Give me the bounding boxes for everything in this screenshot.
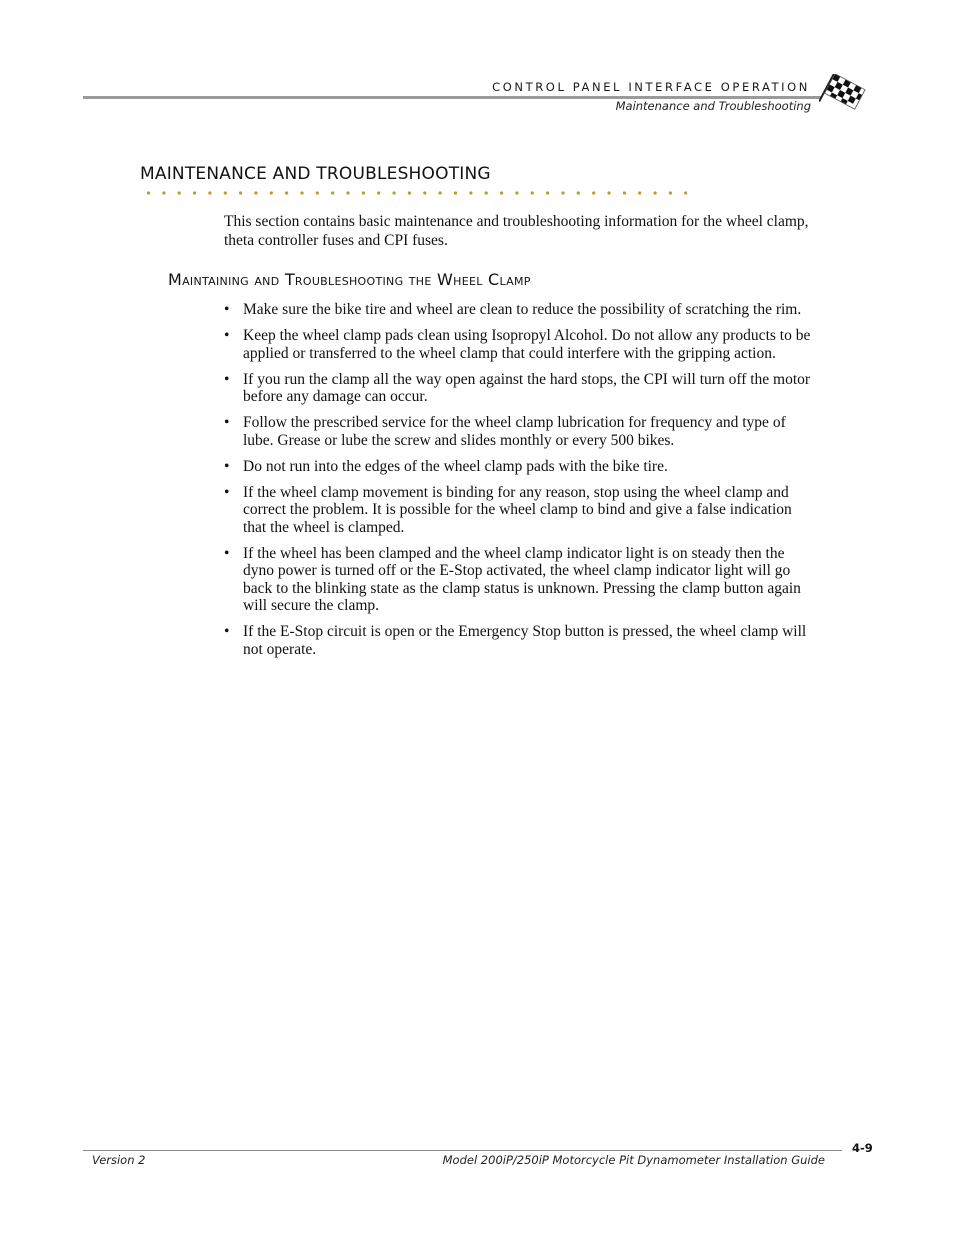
list-item-text: If the E-Stop circuit is open or the Emergency Stop button is pressed, the wheel clamp will not operate. <box>243 623 807 658</box>
leader-dot <box>515 191 518 194</box>
list-item-text: If you run the clamp all the way open against the hard stops, the CPI will turn off the motor before any damage can occur. <box>243 370 811 405</box>
leader-dot <box>300 191 303 194</box>
leader-dot <box>638 191 641 194</box>
leader-dot <box>546 191 549 194</box>
bullet-icon: • <box>224 457 230 475</box>
list-item-text: Follow the prescribed service for the wheel clamp lubrication for frequency and type of lube. Grease or lube the screw and slides monthly or every 500 bikes. <box>243 414 786 449</box>
leader-dot <box>684 191 687 194</box>
list-item <box>224 414 814 449</box>
leader-dot <box>208 191 211 194</box>
bullet-icon: • <box>224 623 230 640</box>
chapter-title: CONTROL PANEL INTERFACE OPERATION <box>492 80 810 94</box>
leader-dot <box>439 191 442 194</box>
leader-dot <box>362 191 365 194</box>
guide-title: Model 200iP/250iP Motorcycle Pit Dynamometer Installation Guide <box>442 1153 825 1167</box>
subsection-heading: Maintaining and Troubleshooting the Wheel Clamp <box>168 270 531 289</box>
leader-dot <box>592 191 595 194</box>
leader-dot <box>654 191 657 194</box>
bullet-icon: • <box>224 544 230 562</box>
leader-dot <box>669 191 672 194</box>
checkered-flag-icon <box>819 74 867 116</box>
leader-dot <box>377 191 380 194</box>
list-item <box>224 484 814 537</box>
leader-dot <box>607 191 610 194</box>
dot-leader <box>147 190 687 196</box>
leader-dot <box>224 191 227 194</box>
leader-dot <box>254 191 257 194</box>
document-version: Version 2 <box>92 1153 146 1167</box>
leader-dot <box>393 191 396 194</box>
leader-dot <box>623 191 626 194</box>
list-item-text: Keep the wheel clamp pads clean using Isopropyl Alcohol. Do not allow any products to be applied or transferred to the wheel clamp that could interfere with the gripping action. <box>243 327 811 362</box>
list-item <box>224 458 814 476</box>
leader-dot <box>178 191 181 194</box>
intro-paragraph: This section contains basic maintenance and troubleshooting information for the wheel clamp, theta controller fuses and CPI fuses. <box>224 213 809 249</box>
list-item <box>224 623 814 658</box>
leader-dot <box>285 191 288 194</box>
leader-dot <box>423 191 426 194</box>
running-section-title: Maintenance and Troubleshooting <box>615 99 811 113</box>
list-item <box>224 545 814 615</box>
bullet-icon: • <box>224 327 230 344</box>
leader-dot <box>316 191 319 194</box>
bullet-icon: • <box>224 370 230 388</box>
leader-dot <box>577 191 580 194</box>
list-item-text: If the wheel clamp movement is binding for any reason, stop using the wheel clamp and correct the problem. It is possible for the wheel clamp to bind and give a false indication that the wheel is clamped. <box>243 483 792 536</box>
leader-dot <box>500 191 503 194</box>
leader-dot <box>561 191 564 194</box>
leader-dot <box>331 191 334 194</box>
section-heading: MAINTENANCE AND TROUBLESHOOTING <box>140 164 491 184</box>
leader-dot <box>346 191 349 194</box>
leader-dot <box>162 191 165 194</box>
bullet-icon: • <box>224 301 230 318</box>
leader-dot <box>193 191 196 194</box>
bullet-icon: • <box>224 414 230 431</box>
footer-rule <box>83 1150 842 1151</box>
leader-dot <box>239 191 242 194</box>
leader-dot <box>454 191 457 194</box>
list-item <box>224 327 814 362</box>
leader-dot <box>408 191 411 194</box>
list-item-text: Do not run into the edges of the wheel clamp pads with the bike tire. <box>243 457 668 475</box>
list-item-text: Make sure the bike tire and wheel are clean to reduce the possibility of scratching the rim. <box>243 301 802 318</box>
page-number: 4-9 <box>852 1141 873 1155</box>
leader-dot <box>147 191 150 194</box>
list-item <box>224 371 814 406</box>
leader-dot <box>485 191 488 194</box>
bullet-icon: • <box>224 483 230 501</box>
list-item <box>224 301 814 319</box>
leader-dot <box>469 191 472 194</box>
bullet-list <box>224 301 814 667</box>
leader-dot <box>531 191 534 194</box>
leader-dot <box>270 191 273 194</box>
list-item-text: If the wheel has been clamped and the wheel clamp indicator light is on steady then the dyno power is turned off or the E-Stop activated, the wheel clamp indicator light will go back to the blinking state as the clamp status is unknown. Pressing the clamp button again will secure the clamp. <box>243 544 801 614</box>
